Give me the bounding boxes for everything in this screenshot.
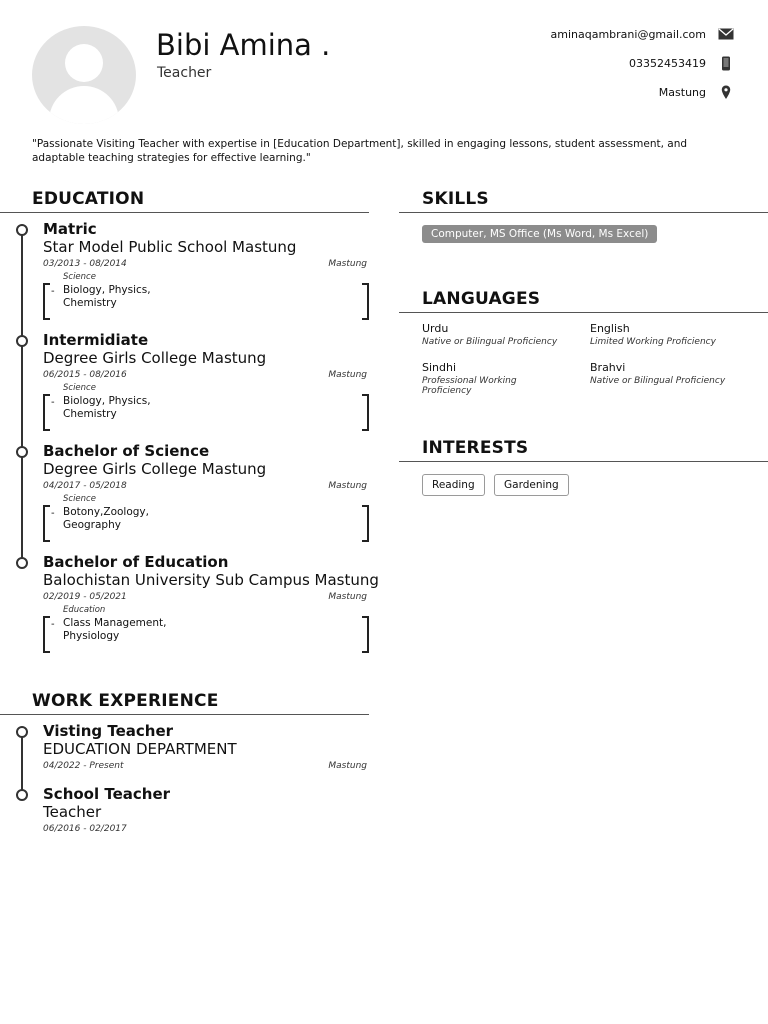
- degree: Matric: [43, 220, 97, 238]
- courses: Biology, Physics, Chemistry: [63, 395, 151, 420]
- courses: Class Management, Physiology: [63, 617, 167, 642]
- dates: 04/2017 - 05/2018: [43, 481, 127, 491]
- interests-rule: [399, 461, 768, 462]
- education-entry: [43, 221, 369, 310]
- contact-email: [434, 27, 734, 41]
- location: Mastung: [328, 370, 367, 380]
- work-entry: [43, 723, 369, 771]
- dates: 02/2019 - 05/2021: [43, 592, 127, 602]
- dash: -: [51, 397, 55, 408]
- language-name: Brahvi: [590, 361, 626, 374]
- dates: 03/2013 - 08/2014: [43, 259, 127, 269]
- avatar-head: [65, 44, 103, 82]
- language-name: Urdu: [422, 322, 449, 335]
- employer: Teacher: [43, 803, 102, 821]
- left-bracket: [43, 283, 50, 320]
- education-entry: [43, 443, 369, 532]
- courses: Biology, Physics, Chemistry: [63, 284, 151, 309]
- right-bracket: [362, 505, 369, 542]
- work-rule: [0, 714, 369, 715]
- courses: Botony,Zoology, Geography: [63, 506, 149, 531]
- phone-text: 03352453419: [629, 56, 706, 70]
- contact-phone: [434, 56, 734, 70]
- skills-title: SKILLS: [422, 189, 489, 209]
- course-detail: [43, 605, 369, 643]
- interests-title: INTERESTS: [422, 438, 529, 458]
- candidate-name: Bibi Amina .: [156, 28, 331, 62]
- languages-title: LANGUAGES: [422, 289, 541, 309]
- course-detail: [43, 272, 369, 310]
- language-name: English: [590, 322, 630, 335]
- left-bracket: [43, 616, 50, 653]
- contact-location: [434, 85, 734, 99]
- language-item: [590, 361, 750, 386]
- education-rule: [0, 212, 369, 213]
- meta-row: [43, 259, 369, 269]
- interest-tag: Gardening: [494, 474, 569, 496]
- meta-row: [43, 824, 369, 834]
- timeline-dot: [16, 557, 28, 569]
- timeline-dot: [16, 224, 28, 236]
- location: Mastung: [328, 259, 367, 269]
- language-name: Sindhi: [422, 361, 457, 374]
- location: Mastung: [328, 761, 367, 771]
- school: Degree Girls College Mastung: [43, 460, 267, 478]
- language-item: [590, 322, 750, 347]
- languages-rule: [399, 312, 768, 313]
- language-level: Limited Working Proficiency: [590, 337, 716, 347]
- field: Science: [63, 494, 96, 504]
- field: Science: [63, 272, 96, 282]
- work-entry: [43, 786, 369, 834]
- dates: 04/2022 - Present: [43, 761, 124, 771]
- school: Star Model Public School Mastung: [43, 238, 297, 256]
- position: School Teacher: [43, 785, 171, 803]
- dash: -: [51, 508, 55, 519]
- map-pin-icon: [718, 85, 734, 99]
- field: Education: [63, 605, 106, 615]
- education-timeline: [21, 230, 23, 563]
- location-text: Mastung: [658, 85, 706, 99]
- timeline-dot: [16, 726, 28, 738]
- education-entry: [43, 332, 369, 421]
- timeline-dot: [16, 335, 28, 347]
- degree: Bachelor of Science: [43, 442, 210, 460]
- timeline-dot: [16, 789, 28, 801]
- left-bracket: [43, 505, 50, 542]
- envelope-icon: [718, 27, 734, 41]
- location: Mastung: [328, 592, 367, 602]
- candidate-role: Teacher: [157, 65, 212, 81]
- language-level: Native or Bilingual Proficiency: [422, 337, 558, 347]
- meta-row: [43, 481, 369, 491]
- course-detail: [43, 494, 369, 532]
- right-bracket: [362, 283, 369, 320]
- dates: 06/2015 - 08/2016: [43, 370, 127, 380]
- dates: 06/2016 - 02/2017: [43, 824, 127, 834]
- phone-icon: [718, 56, 734, 70]
- interest-tag: Reading: [422, 474, 485, 496]
- education-entry: [43, 553, 379, 643]
- meta-row: [43, 370, 369, 380]
- timeline-dot: [16, 446, 28, 458]
- skill-tag: Computer, MS Office (Ms Word, Ms Excel): [422, 225, 657, 243]
- field: Science: [63, 383, 96, 393]
- language-item: [422, 361, 532, 396]
- course-detail: [43, 383, 369, 421]
- skills-rule: [399, 212, 768, 213]
- email-text: aminaqambrani@gmail.com: [550, 27, 706, 41]
- location: Mastung: [328, 481, 367, 491]
- language-level: Native or Bilingual Proficiency: [590, 376, 726, 386]
- school: Degree Girls College Mastung: [43, 349, 267, 367]
- dash: -: [51, 619, 55, 630]
- degree: Intermidiate: [43, 331, 149, 349]
- summary-text: "Passionate Visiting Teacher with expertise in [Education Department], skilled in engaging lessons, student assessment, and adaptable teaching strategies for effective learning.": [32, 138, 688, 164]
- school: Balochistan University Sub Campus Mastung: [43, 571, 379, 589]
- dash: -: [51, 286, 55, 297]
- language-level: Professional Working Proficiency: [422, 376, 517, 396]
- employer: EDUCATION DEPARTMENT: [43, 740, 237, 758]
- avatar: [32, 26, 136, 124]
- meta-row: [43, 592, 369, 602]
- avatar-body: [49, 86, 119, 124]
- right-bracket: [362, 616, 369, 653]
- left-bracket: [43, 394, 50, 431]
- work-timeline: [21, 732, 23, 795]
- meta-row: [43, 761, 369, 771]
- right-bracket: [362, 394, 369, 431]
- work-title: WORK EXPERIENCE: [32, 691, 219, 711]
- degree: Bachelor of Education: [43, 553, 229, 571]
- language-item: [422, 322, 582, 347]
- position: Visting Teacher: [43, 722, 174, 740]
- education-title: EDUCATION: [32, 189, 145, 209]
